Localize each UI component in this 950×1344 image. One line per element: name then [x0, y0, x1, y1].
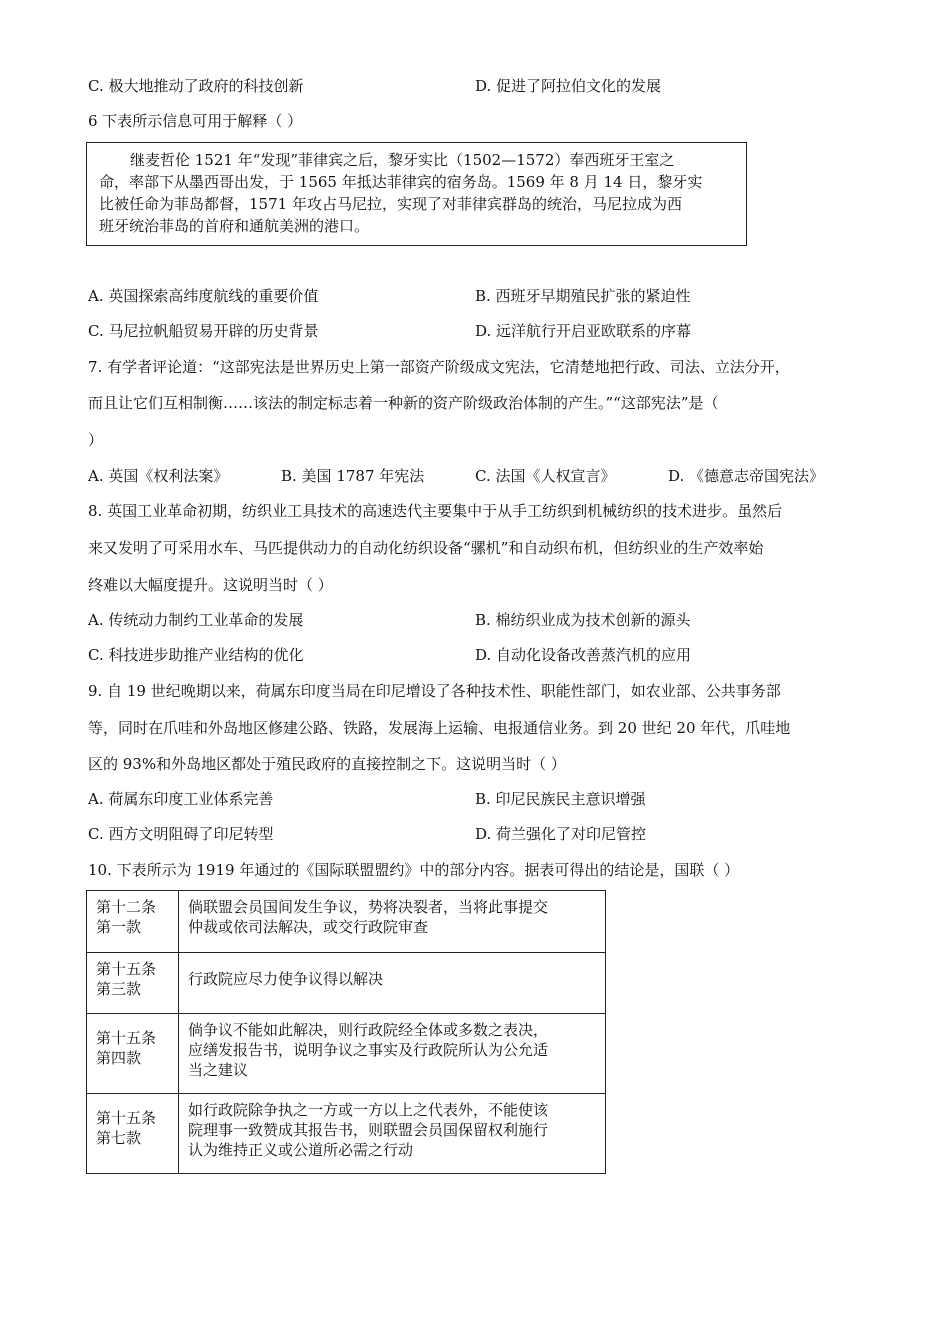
covenant-table: [86, 890, 606, 1174]
article-label: 第一款: [96, 918, 142, 936]
article-label: 第三款: [96, 980, 142, 998]
q10-stem: 10. 下表所示为 1919 年通过的《国际联盟盟约》中的部分内容。据表可得出的结论是，国联（ ）: [88, 861, 740, 879]
article-cell: [87, 1014, 179, 1094]
content-cell: [179, 1014, 606, 1094]
article-cell: [87, 1094, 179, 1174]
q9-option-c: C. 西方文明阻碍了印尼转型: [88, 825, 274, 843]
q8-stem-line: 终难以大幅度提升。这说明当时（ ）: [88, 576, 333, 594]
content-line: 倘争议不能如此解决，则行政院经全体或多数之表决，: [188, 1021, 549, 1039]
q6-option-c: C. 马尼拉帆船贸易开辟的历史背景: [88, 322, 319, 340]
q6-source-box: [86, 142, 747, 246]
q6-source-line: 比被任命为菲岛都督，1571 年攻占马尼拉，实现了对菲律宾群岛的统治，马尼拉成为西: [99, 195, 682, 213]
article-label: 第七款: [96, 1129, 142, 1147]
content-line: 应缮发报告书，说明争议之事实及行政院所认为公允适: [188, 1041, 549, 1059]
q9-option-d: D. 荷兰强化了对印尼管控: [475, 825, 647, 843]
q5-option-c: C. 极大地推动了政府的科技创新: [88, 77, 304, 95]
content-line: 院理事一致赞成其报告书，则联盟会员国保留权利施行: [188, 1121, 549, 1139]
content-cell: [179, 1094, 606, 1174]
article-label: 第十五条: [96, 960, 157, 978]
article-cell: [87, 891, 179, 953]
content-line: [188, 959, 597, 969]
q8-option-a: A. 传统动力制约工业革命的发展: [88, 611, 304, 629]
article-label: 第十五条: [96, 1109, 157, 1127]
content-line: 行政院应尽力使争议得以解决: [188, 970, 384, 988]
q6-option-d: D. 远洋航行开启亚欧联系的序幕: [475, 322, 692, 340]
article-label: 第十二条: [96, 898, 157, 916]
q6-source-line: 继麦哲伦 1521 年“发现”菲律宾之后，黎牙实比（1502—1572）奉西班牙王室之: [130, 151, 675, 169]
content-line: 如行政院除争执之一方或一方以上之代表外，不能使该: [188, 1101, 549, 1119]
table-row: [87, 1014, 606, 1094]
q6-option-b: B. 西班牙早期殖民扩张的紧迫性: [475, 287, 691, 305]
content-line: 认为维持正义或公道所必需之行动: [188, 1141, 414, 1159]
content-cell: [179, 891, 606, 953]
q7-stem-line: 7. 有学者评论道：“这部宪法是世界历史上第一部资产阶级成文宪法，它清楚地把行政、司法、立法分开，: [88, 358, 790, 376]
q7-option-a: A. 英国《权利法案》: [88, 467, 229, 485]
q9-stem-line: 等，同时在爪哇和外岛地区修建公路、铁路，发展海上运输、电报通信业务。到 20 世纪 20 年代，爪哇地: [88, 719, 791, 737]
content-line: 仲裁或依司法解决，或交行政院审查: [188, 918, 429, 936]
content-line: 倘联盟会员国间发生争议，势将决裂者，当将此事提交: [188, 898, 549, 916]
q9-option-a: A. 荷属东印度工业体系完善: [88, 790, 274, 808]
q6-option-a: A. 英国探索高纬度航线的重要价值: [88, 287, 319, 305]
q9-stem-line: 9. 自 19 世纪晚期以来，荷属东印度当局在印尼增设了各种技术性、职能性部门，如农业部、公共事务部: [88, 682, 781, 700]
q7-option-b: B. 美国 1787 年宪法: [281, 467, 425, 485]
q5-option-d: D. 促进了阿拉伯文化的发展: [475, 77, 662, 95]
table-row: [87, 1094, 606, 1174]
table-row: [87, 953, 606, 1014]
q8-stem-line: 来又发明了可采用水车、马匹提供动力的自动化纺织设备“骡机”和自动织布机，但纺织业的生产效率始: [88, 539, 764, 557]
q7-option-d: D. 《德意志帝国宪法》: [668, 467, 825, 485]
q7-stem-line: 而且让它们互相制衡……该法的制定标志着一种新的资产阶级政治体制的产生。”“这部宪法”是（: [88, 394, 719, 412]
content-cell: [179, 953, 606, 1014]
article-label: 第十五条: [96, 1029, 157, 1047]
q8-option-c: C. 科技进步助推产业结构的优化: [88, 646, 304, 664]
article-cell: [87, 953, 179, 1014]
q9-stem-line: 区的 93%和外岛地区都处于殖民政府的直接控制之下。这说明当时（ ）: [88, 755, 566, 773]
q7-option-c: C. 法国《人权宣言》: [475, 467, 616, 485]
table-row: [87, 891, 606, 953]
q6-source-line: 命，率部下从墨西哥出发，于 1565 年抵达菲律宾的宿务岛。1569 年 8 月 14 日，黎牙实: [99, 173, 703, 191]
q7-stem-line: ）: [88, 431, 104, 449]
article-label: 第四款: [96, 1049, 142, 1067]
q6-source-line: 班牙统治菲岛的首府和通航美洲的港口。: [99, 217, 370, 235]
q8-stem-line: 8. 英国工业革命初期，纺织业工具技术的高速迭代主要集中于从手工纺织到机械纺织的技术进步。虽然后: [88, 502, 783, 520]
q6-stem: 6 下表所示信息可用于解释（ ）: [88, 112, 303, 130]
q8-option-b: B. 棉纺织业成为技术创新的源头: [475, 611, 691, 629]
content-line: 当之建议: [188, 1061, 249, 1079]
q8-option-d: D. 自动化设备改善蒸汽机的应用: [475, 646, 692, 664]
q9-option-b: B. 印尼民族民主意识增强: [475, 790, 646, 808]
